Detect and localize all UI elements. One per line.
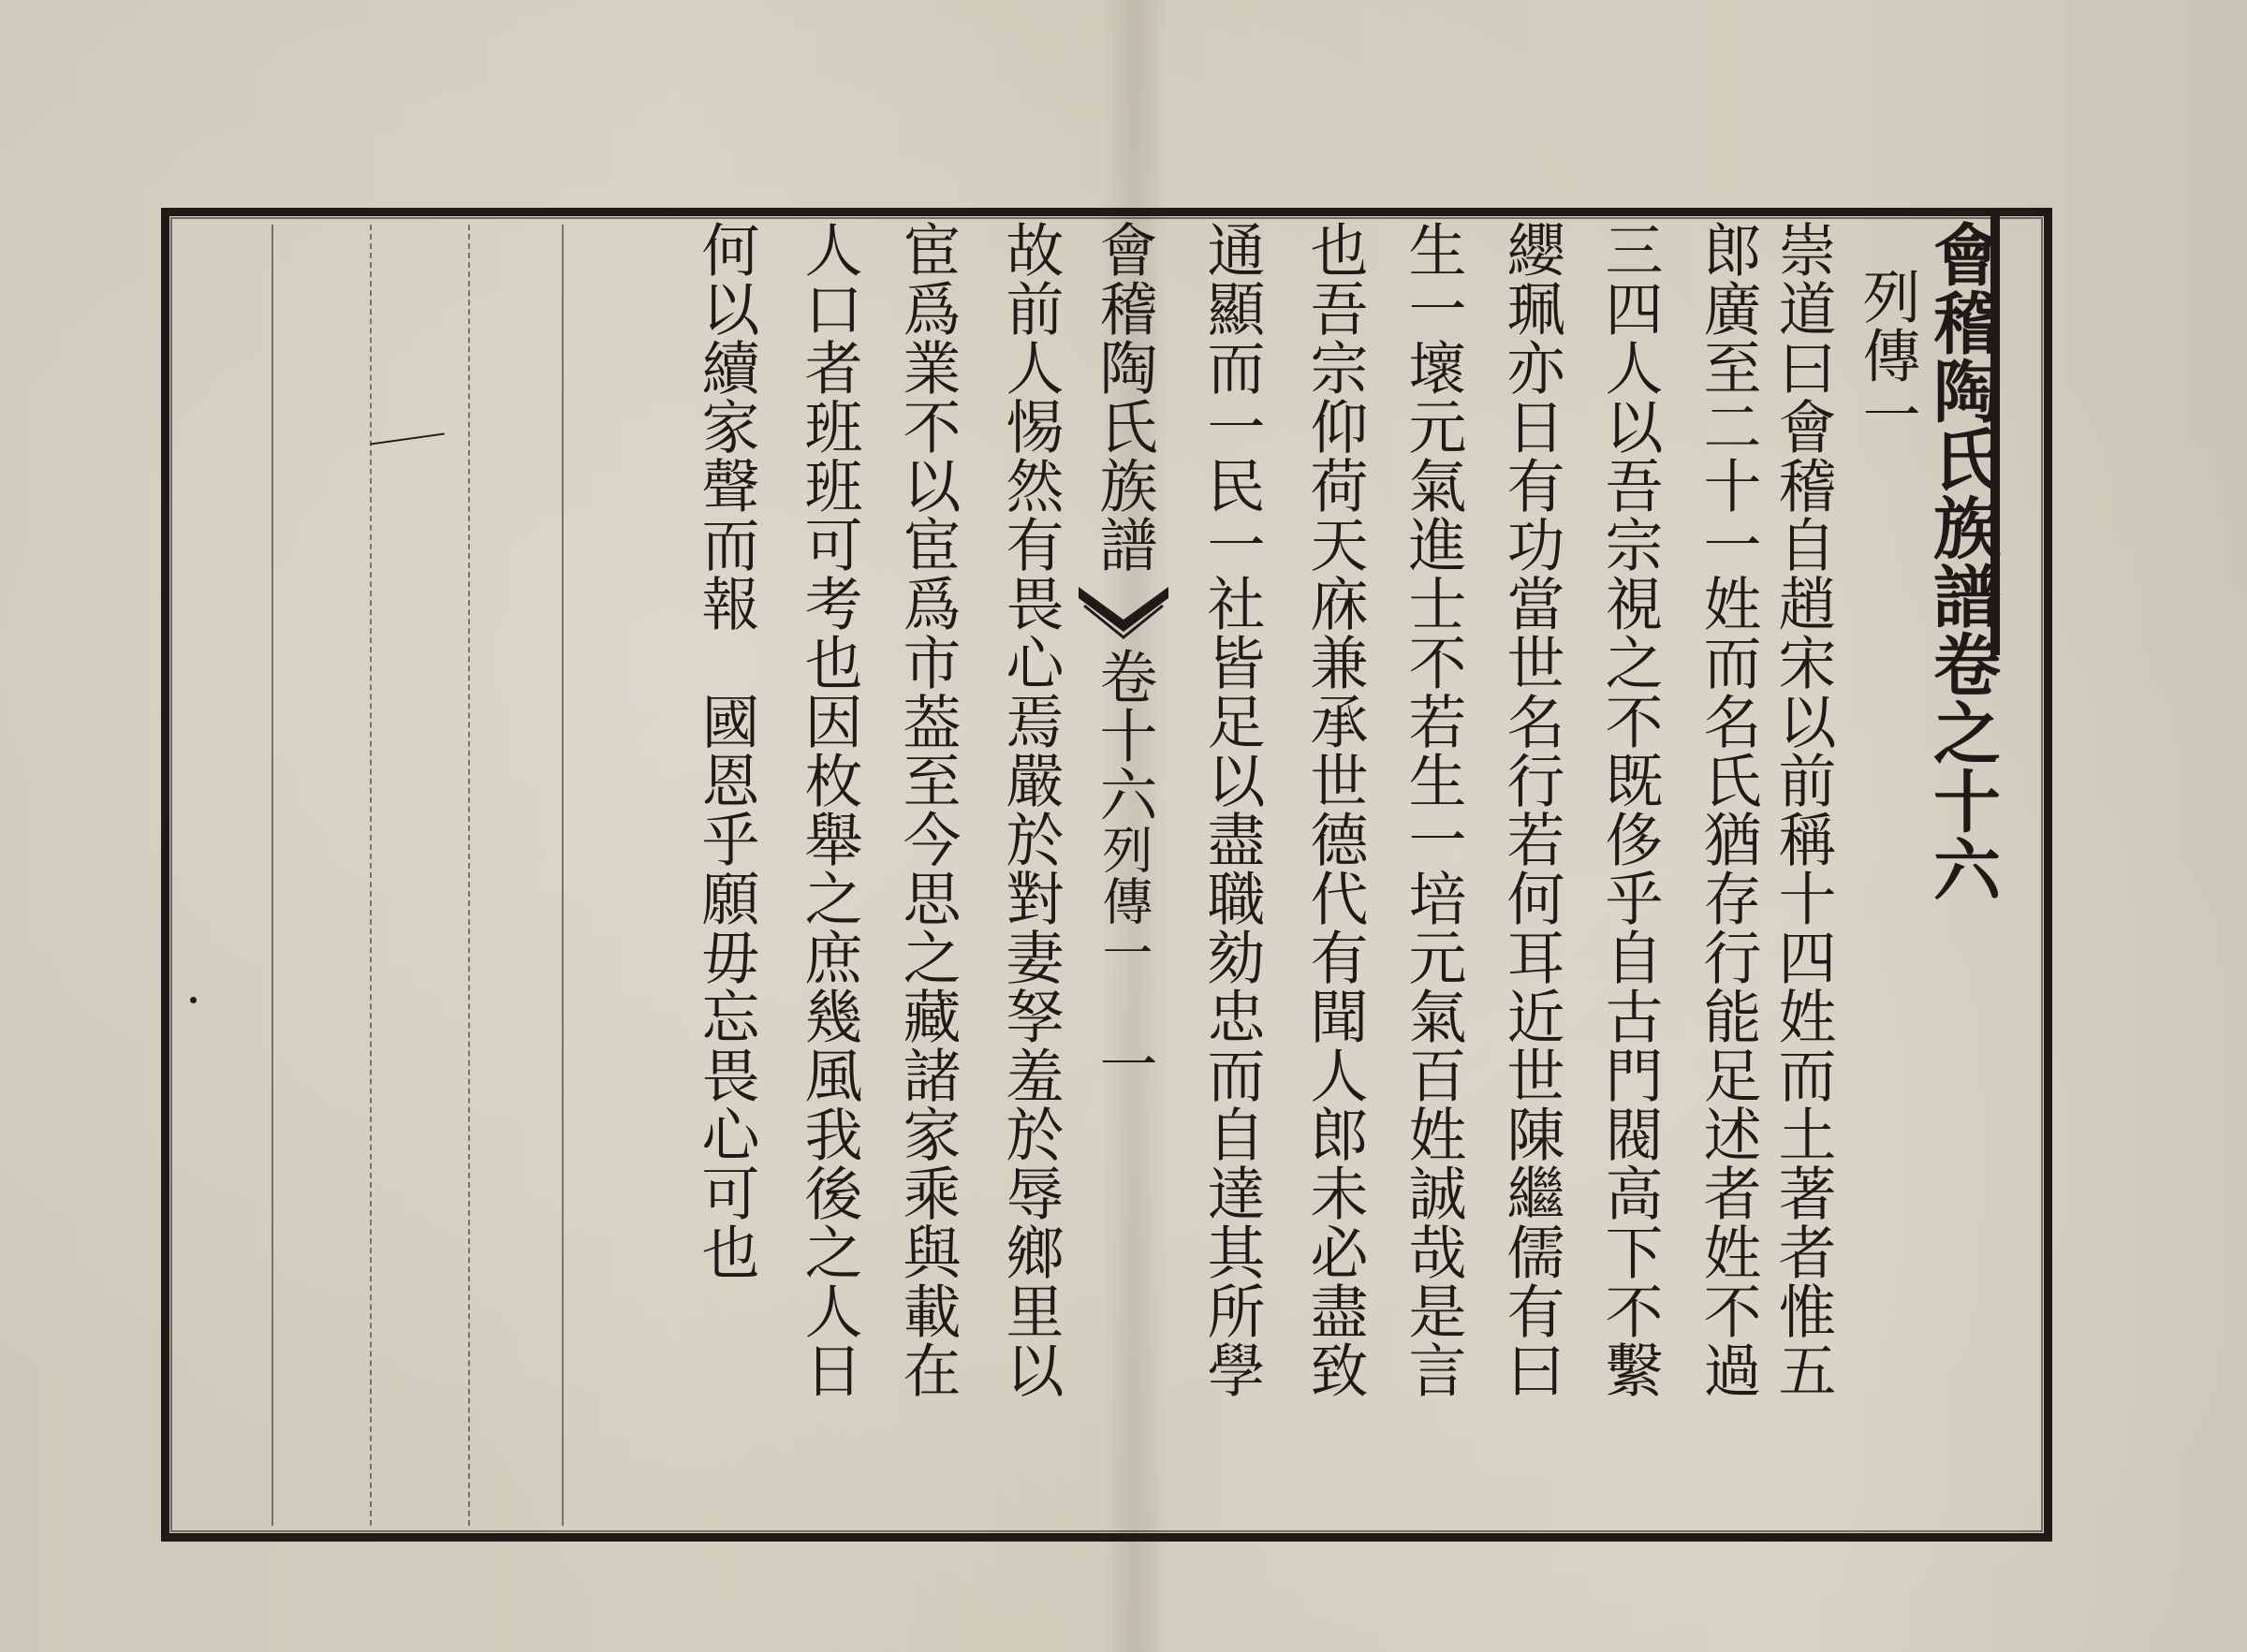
column-rule (562, 225, 564, 1526)
volume-title-column (1922, 220, 2002, 1530)
column-rule (468, 225, 470, 1526)
text-column-4 (1493, 220, 1568, 1530)
volume-title: 會稽陶氏族譜卷之十六 (1922, 220, 2002, 903)
text-column-6 (1297, 220, 1372, 1530)
text-line: 崇道曰會稽自趙宋以前稱十四姓而土著者惟五 (1769, 220, 1837, 1399)
text-column-3 (1592, 220, 1667, 1530)
text-column-7 (1194, 220, 1269, 1530)
column-rule (272, 225, 273, 1526)
spine-volume: 卷十六 (1090, 647, 1158, 824)
fish-tail-mark-icon (1077, 577, 1170, 643)
section-heading: 列傳一 (1853, 267, 1921, 444)
text-line: 故前人惕然有畏心焉嚴於對妻孥羞於辱鄉里以 (996, 220, 1065, 1399)
text-line: 人口者班班可考也因枚舉之庶幾風我後之人日 (795, 220, 863, 1399)
center-spine (1067, 220, 1180, 1530)
text-line: 何以續家聲而報 國恩乎願毋忘畏心可也 (692, 220, 760, 1281)
text-line: 三四人以吾宗視之不既侈乎自古門閥高下不繫 (1595, 220, 1664, 1399)
text-column-11 (688, 220, 763, 1530)
column-rule (370, 225, 372, 1526)
text-line: 宦爲業不以宦爲市葢至今思之藏諸家乘與載在 (893, 220, 962, 1399)
text-line: 通顯而一民一社皆足以盡職劾忠而自達其所學 (1197, 220, 1266, 1399)
text-column-1 (1765, 220, 1840, 1530)
text-column-8 (992, 220, 1067, 1530)
text-line: 郎廣至二十一姓而名氏猶存行能足述者姓不過 (1694, 220, 1762, 1399)
spine-book-title: 會稽陶氏族譜 (1090, 220, 1158, 574)
spine-folio: 一 (1090, 1034, 1158, 1093)
section-heading-column (1849, 220, 1924, 1530)
spine-section: 列傳一 (1094, 824, 1153, 978)
ink-dot (190, 997, 197, 1003)
text-line: 纓珮亦日有功當世名行若何耳近世陳繼儒有曰 (1497, 220, 1565, 1399)
text-column-5 (1395, 220, 1470, 1530)
text-column-10 (791, 220, 866, 1530)
text-column-2 (1690, 220, 1765, 1530)
text-line: 也吾宗仰荷天庥兼承世德代有聞人郎未必盡致 (1300, 220, 1369, 1399)
text-column-9 (889, 220, 964, 1530)
text-line: 生一壞元氣進士不若生一培元氣百姓誠哉是言 (1399, 220, 1467, 1399)
